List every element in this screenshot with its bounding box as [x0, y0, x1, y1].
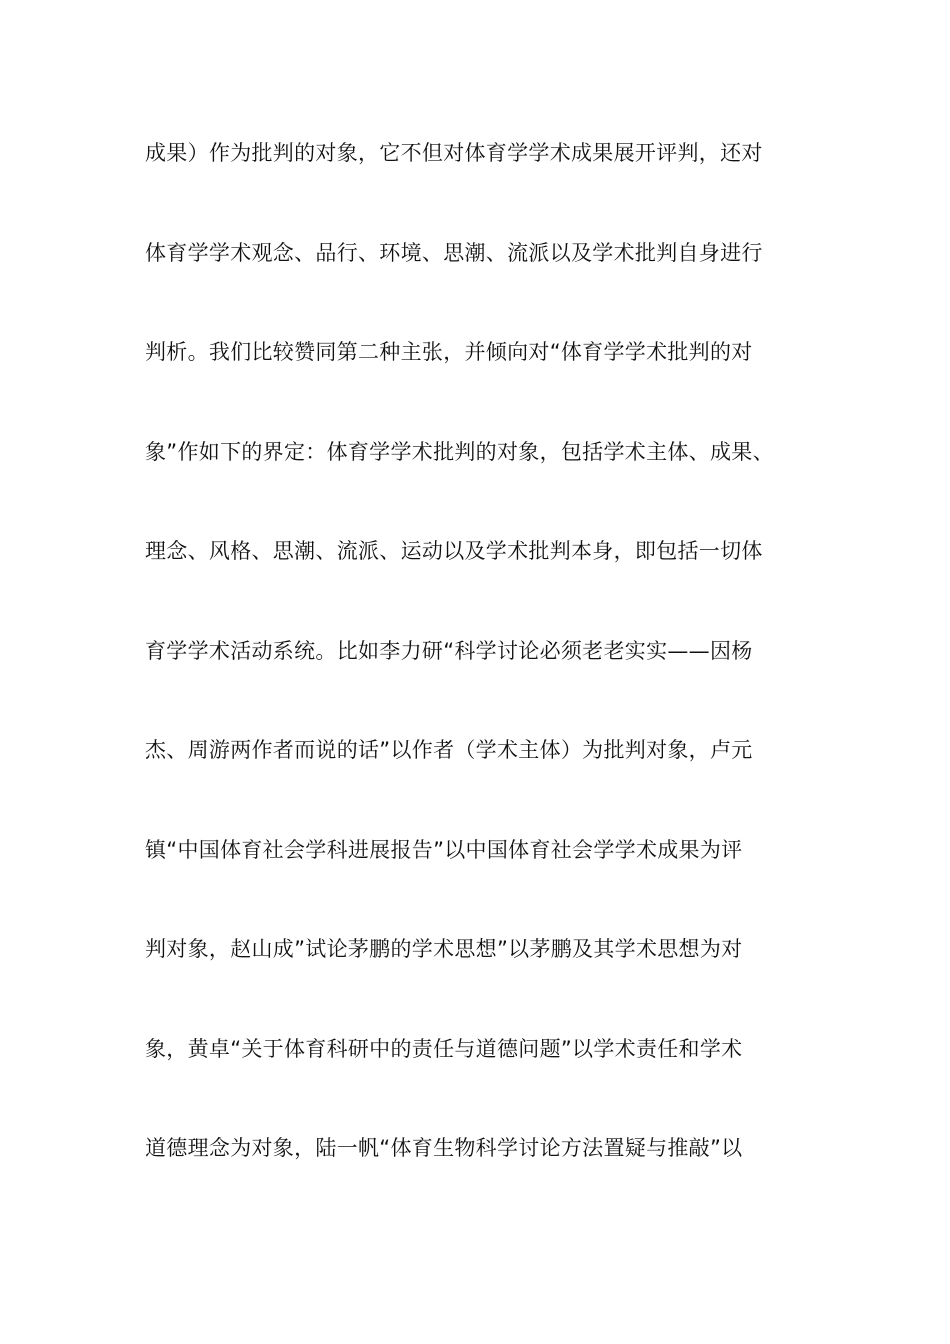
text-line: 杰、周游两作者而说的话”以作者（学术主体）为批判对象，卢元: [145, 738, 753, 762]
text-line: 成果）作为批判的对象，它不但对体育学学术成果展开评判，还对: [145, 141, 763, 165]
text-line: 道德理念为对象，陆一帆“体育生物科学讨论方法置疑与推敲”以: [145, 1136, 743, 1160]
text-line: 象，黄卓“关于体育科研中的责任与道德问题”以学术责任和学术: [145, 1036, 743, 1061]
text-line: 判析。我们比较赞同第二种主张，并倾向对“体育学学术批判的对: [145, 340, 753, 364]
text-line: 镇“中国体育社会学科进展报告”以中国体育社会学学术成果为评: [145, 837, 743, 862]
text-line: 育学学术活动系统。比如李力研“科学讨论必须老老实实——因杨: [145, 638, 753, 663]
text-line: 理念、风格、思潮、流派、运动以及学术批判本身，即包括一切体: [145, 539, 763, 563]
text-line: 判对象，赵山成”试论茅鹏的学术思想”以茅鹏及其学术思想为对: [145, 937, 743, 961]
text-line: 象”作如下的界定：体育学学术批判的对象，包括学术主体、成果、: [145, 439, 774, 464]
body-text: [145, 130, 825, 1225]
text-line: 体育学学术观念、品行、环境、思潮、流派以及学术批判自身进行: [145, 240, 763, 265]
